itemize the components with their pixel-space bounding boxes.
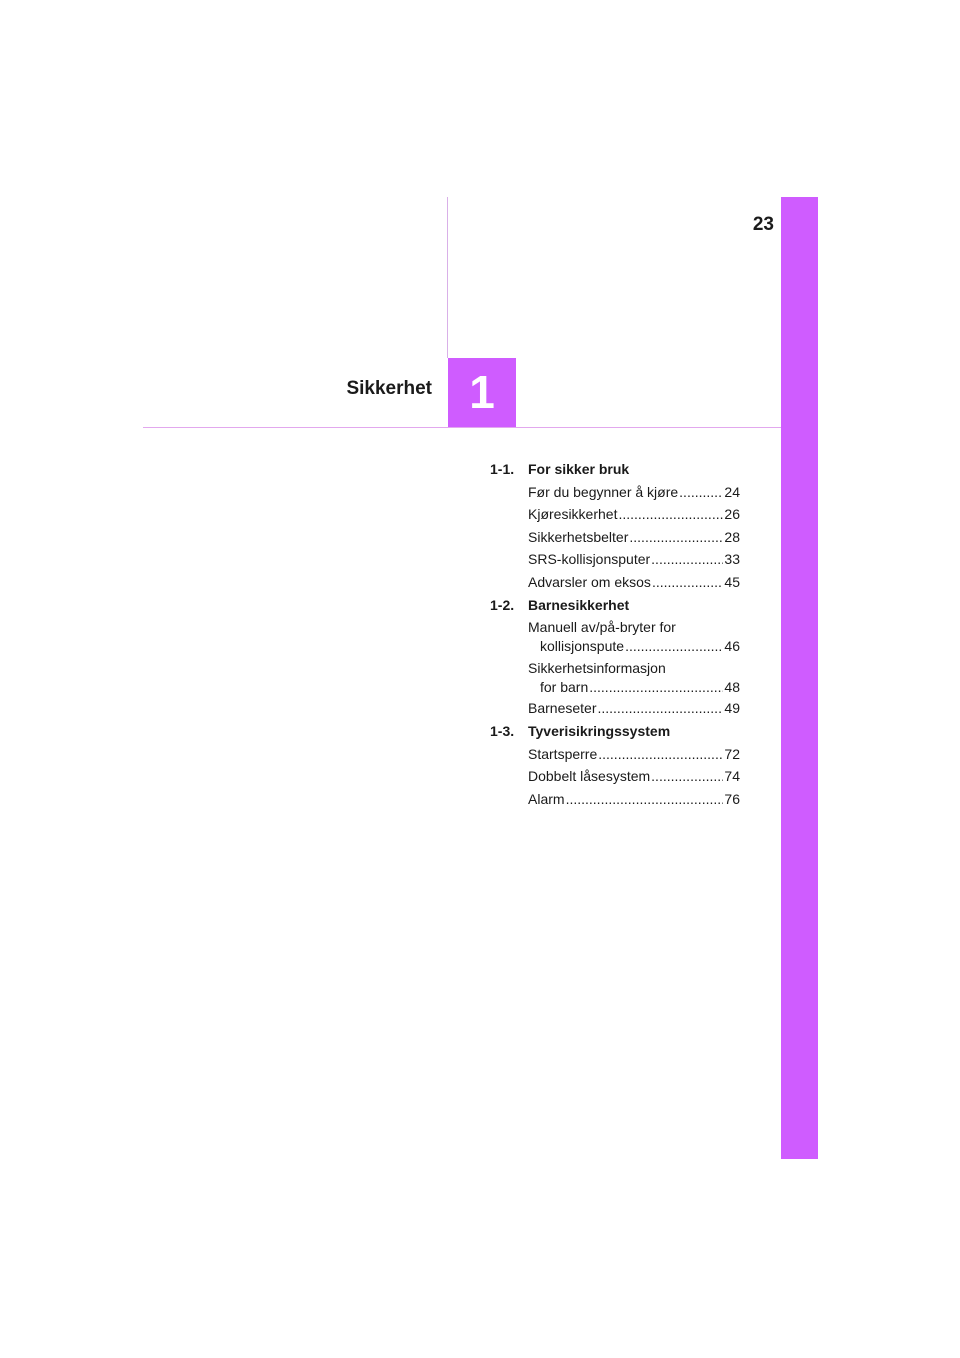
chapter-side-tab [781, 197, 818, 1159]
entry-page: 33 [724, 551, 740, 568]
section-title: Tyverisikringssystem [528, 722, 671, 739]
dot-leader [651, 548, 723, 571]
toc-section-1-1[interactable] [490, 458, 740, 481]
entry-page: 74 [724, 768, 740, 785]
entry-page: 72 [724, 745, 740, 762]
section-title: For sikker bruk [528, 461, 630, 477]
entry-page: 28 [724, 528, 740, 545]
toc-entry[interactable] [528, 571, 740, 594]
dot-leader [651, 765, 723, 788]
entry-label: Barneseter [528, 700, 597, 717]
dot-leader [679, 481, 723, 504]
toc-entry[interactable] [528, 548, 740, 571]
toc-entry[interactable] [528, 697, 740, 720]
entry-label: Startsperre [528, 745, 598, 762]
page-number: 23 [752, 214, 774, 235]
entry-label: Før du begynner å kjøre [528, 483, 679, 500]
vertical-divider [447, 197, 448, 358]
section-number: 1-1. [490, 461, 515, 477]
toc-entry[interactable] [528, 788, 740, 811]
toc-entry[interactable] [528, 481, 740, 504]
toc-section-1-3[interactable] [490, 720, 740, 743]
dot-leader [566, 788, 724, 811]
toc-entry[interactable] [528, 616, 740, 657]
chapter-number-box: 1 [448, 358, 516, 427]
entry-label: Manuell av/på-bryter for [528, 619, 676, 636]
entry-page: 26 [724, 506, 740, 523]
entry-label: Sikkerhetsbelter [528, 528, 629, 545]
section-number: 1-3. [490, 722, 515, 739]
entry-label: Sikkerhetsinformasjon [528, 659, 666, 676]
entry-page: 48 [724, 678, 740, 695]
entry-label: SRS-kollisjonsputer [528, 551, 651, 568]
entry-page: 45 [724, 573, 740, 590]
section-number: 1-2. [490, 596, 515, 613]
dot-leader [598, 743, 723, 766]
entry-label: Alarm [528, 790, 565, 807]
entry-label: Dobbelt låsesystem [528, 768, 651, 785]
entry-page: 24 [724, 483, 740, 500]
horizontal-divider [143, 427, 781, 428]
dot-leader [589, 677, 723, 698]
toc-entry[interactable] [528, 657, 740, 698]
toc-section-1-2[interactable] [490, 594, 740, 617]
entry-page: 76 [724, 790, 740, 807]
dot-leader [618, 503, 723, 526]
toc-entry[interactable] [528, 743, 740, 766]
section-title: Barnesikkerhet [528, 596, 630, 613]
toc-entry[interactable] [528, 765, 740, 788]
toc-entry[interactable] [528, 526, 740, 549]
entry-label: Kjøresikkerhet [528, 506, 618, 523]
entry-label-continued: kollisjonspute [540, 638, 625, 655]
dot-leader [597, 697, 723, 720]
dot-leader [625, 636, 723, 657]
entry-page: 46 [724, 638, 740, 655]
table-of-contents [490, 458, 740, 810]
dot-leader [629, 526, 723, 549]
entry-label: Advarsler om eksos [528, 573, 651, 590]
dot-leader [652, 571, 723, 594]
toc-entry[interactable] [528, 503, 740, 526]
entry-page: 49 [724, 700, 740, 717]
entry-label-continued: for barn [540, 678, 589, 695]
chapter-title: Sikkerhet [346, 378, 432, 399]
